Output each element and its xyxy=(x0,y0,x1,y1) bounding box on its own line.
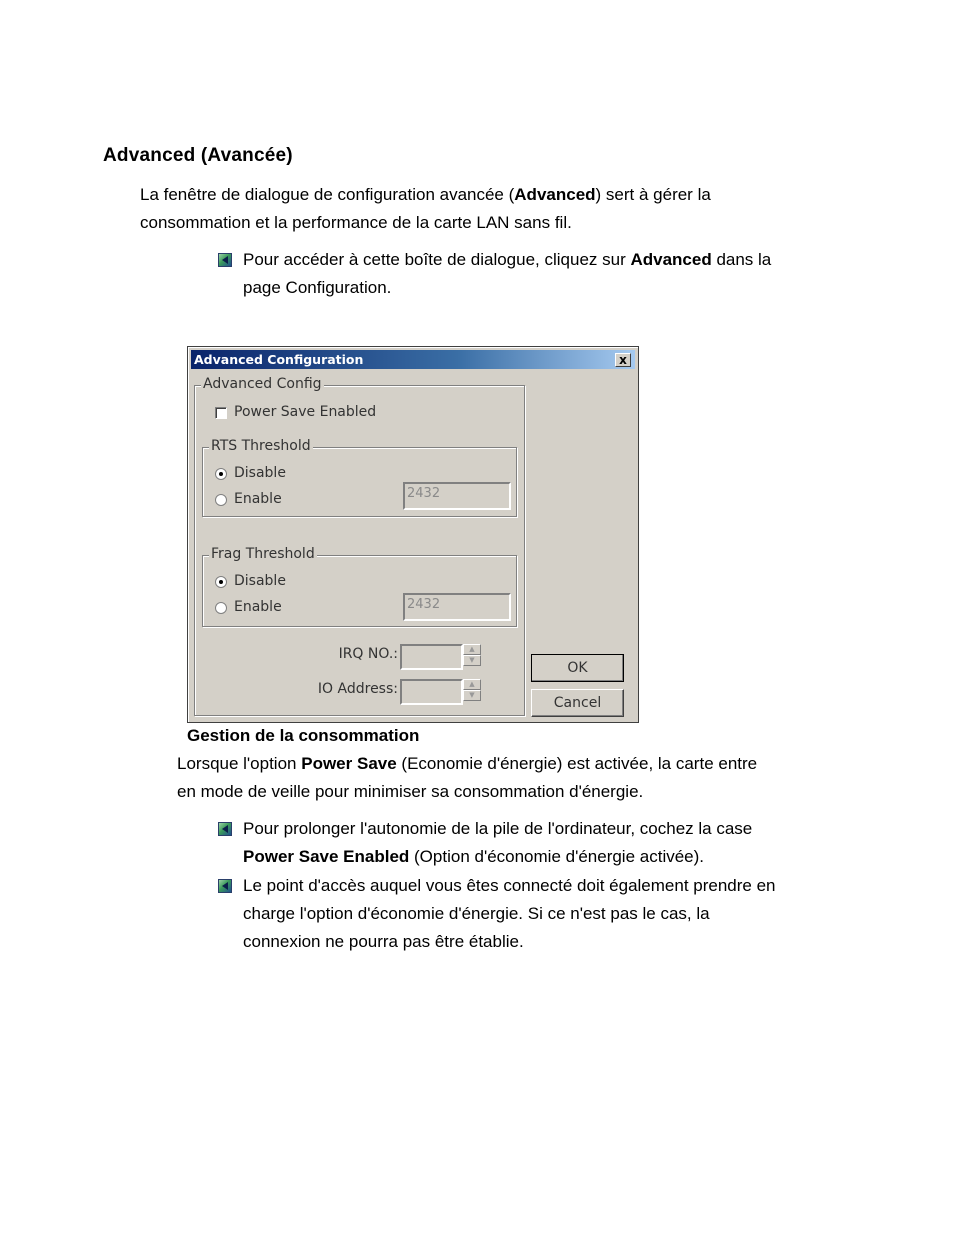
frag-disable-label: Disable xyxy=(234,573,286,589)
io-address-spinner[interactable] xyxy=(463,679,481,701)
intro-text-pre: La fenêtre de dialogue de configuration avancée ( xyxy=(140,185,515,204)
access-bullet-line-2: page Configuration. xyxy=(243,278,392,297)
access-text-pre: Pour accéder à cette boîte de dialogue, cliquez sur xyxy=(243,250,631,269)
access-point-bullet xyxy=(243,872,863,956)
rts-disable-radio[interactable] xyxy=(215,468,227,480)
frag-threshold-input[interactable]: 2432 xyxy=(403,593,511,621)
power-save-label: Power Save Enabled xyxy=(234,404,377,420)
battery-bullet-line-2 xyxy=(243,843,863,871)
frag-disable-radio[interactable] xyxy=(215,576,227,588)
intro-paragraph xyxy=(140,181,840,237)
frag-enable-radio[interactable] xyxy=(215,602,227,614)
advanced-config-legend: Advanced Config xyxy=(203,376,322,392)
ok-button[interactable]: OK xyxy=(531,654,624,682)
irq-spinner[interactable] xyxy=(463,644,481,666)
bullet-arrow-icon xyxy=(218,879,232,893)
bullet-arrow-icon xyxy=(218,822,232,836)
battery-bullet xyxy=(243,815,863,871)
io-spin-up-icon[interactable]: ▲ xyxy=(463,679,481,690)
rts-threshold-legend: RTS Threshold xyxy=(211,438,311,454)
battery-bullet-line-1: Pour prolonger l'autonomie de la pile de l'ordinateur, cochez la case xyxy=(243,819,753,838)
rts-threshold-group xyxy=(202,438,517,517)
advanced-configuration-dialog xyxy=(187,346,639,723)
intro-line-1 xyxy=(140,181,840,209)
power-line-1 xyxy=(177,750,877,778)
rts-disable-label: Disable xyxy=(234,465,286,481)
power-save-checkbox[interactable] xyxy=(215,407,227,419)
battery-text-bold: Power Save Enabled xyxy=(243,847,410,866)
power-text-bold: Power Save xyxy=(301,754,397,773)
power-save-paragraph xyxy=(177,750,877,806)
access-text-post: dans la xyxy=(711,250,772,269)
intro-line-2: consommation et la performance de la carte LAN sans fil. xyxy=(140,213,572,232)
bullet-arrow-icon xyxy=(218,253,232,267)
io-address-label: IO Address: xyxy=(317,681,398,697)
access-point-line-2: charge l'option d'économie d'énergie. Si ce n'est pas le cas, la xyxy=(243,904,710,923)
access-point-line-3: connexion ne pourra pas être établie. xyxy=(243,932,524,951)
advanced-config-group xyxy=(194,376,525,716)
battery-text-post: (Option d'économie d'énergie activée). xyxy=(409,847,705,866)
access-bullet xyxy=(243,246,863,302)
rts-enable-label: Enable xyxy=(234,491,282,507)
access-point-line-1: Le point d'accès auquel vous êtes connecté doit également prendre en xyxy=(243,876,776,895)
access-bullet-line-1 xyxy=(243,246,863,274)
intro-text-post: ) sert à gérer la xyxy=(595,185,711,204)
frag-threshold-group xyxy=(202,546,517,627)
io-spin-down-icon[interactable]: ▼ xyxy=(463,690,481,701)
intro-text-bold: Advanced xyxy=(514,185,596,204)
rts-enable-radio[interactable] xyxy=(215,494,227,506)
frag-threshold-legend: Frag Threshold xyxy=(211,546,315,562)
cancel-button[interactable]: Cancel xyxy=(531,689,624,717)
irq-spin-down-icon[interactable]: ▼ xyxy=(463,655,481,666)
close-button[interactable]: x xyxy=(615,353,631,367)
io-address-input[interactable] xyxy=(400,679,463,705)
rts-threshold-input[interactable]: 2432 xyxy=(403,482,511,510)
irq-spin-up-icon[interactable]: ▲ xyxy=(463,644,481,655)
irq-label: IRQ NO.: xyxy=(338,646,398,662)
power-line-2: en mode de veille pour minimiser sa consommation d'énergie. xyxy=(177,782,644,801)
power-text-post: (Economie d'énergie) est activée, la carte entre xyxy=(396,754,758,773)
frag-enable-label: Enable xyxy=(234,599,282,615)
irq-input[interactable] xyxy=(400,644,463,670)
section-heading: Advanced (Avancée) xyxy=(103,145,293,166)
dialog-titlebar xyxy=(191,350,635,369)
access-text-bold: Advanced xyxy=(630,250,712,269)
power-management-caption: Gestion de la consommation xyxy=(187,726,420,745)
power-text-pre: Lorsque l'option xyxy=(177,754,302,773)
dialog-title: Advanced Configuration xyxy=(194,352,364,367)
